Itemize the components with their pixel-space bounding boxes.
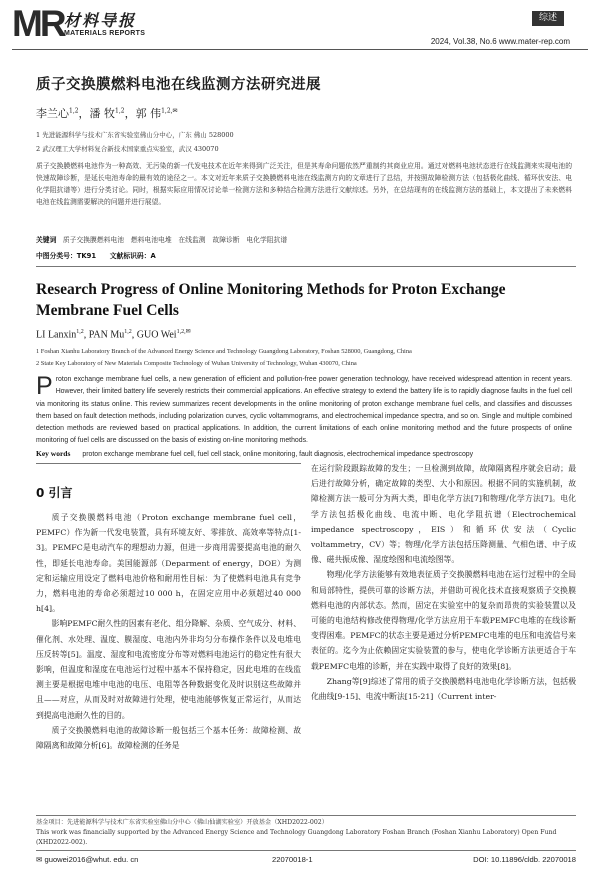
- affiliation-cn-1: 1 先进能源科学与技术广东省实验室佛山分中心，广东 佛山 528000: [36, 131, 234, 139]
- author-list-cn: 李兰心$^{1,2}$，潘 牧$^{1,2}$，郭 伟$^{1,2,✉}$: [36, 107, 178, 120]
- funding-note: [36, 818, 576, 848]
- author-name: GUO Wei: [136, 329, 177, 341]
- keywords-label-en: Key words: [36, 449, 71, 458]
- body-paragraph: 质子交换膜燃料电池（Proton exchange membrane fuel cell，PEMFC）作为新一代发电装置，具有环境友好、零排放、高效率等特点[1-3]。PEMFC是电动汽车的理想动力源，但进一步商用需要提高电池的耐久性，即延长电池寿命。美国能源部（Deparment of energy，DOE）为测定和运输应用设定了燃料电池价格和耐用性目标：为了使燃料电池具有竞争力，燃料电池的寿命必须超过10 000 h，在固定应用中必须超过40 000 h[4]。: [36, 513, 301, 614]
- abstract-en: [36, 374, 572, 448]
- journal-logo-mark: MR: [12, 3, 64, 44]
- doi[interactable]: DOI: 10.11896/cldb. 22070018: [473, 855, 576, 864]
- body-paragraph: 质子交换膜燃料电池的故障诊断一般包括三个基本任务：故障检测、故障隔离和故障分析[6]。故障检测的任务是: [36, 725, 301, 751]
- author-sup: 1,2: [76, 329, 84, 335]
- author-name: PAN Mu: [88, 329, 125, 341]
- body-paragraph: 影响PEMFC耐久性的因素有老化、组分降解、杂质、空气成分、材料、催化剂、水处理、温度、膜湿度、电池内外非均匀分布操作条件以及电堆电压反转等[5]。温度、湿度和电流密度分布等对燃料电池运行的稳定性有很大影响，但温度和湿度在电池运行过程中基本不保持稳定，因此电堆的在线监测主要是根据电堆中电池的电压、电阻等各种数据变化及时识别这些故障并且——对应，从而及时对故障进行处理，使电池能够恢复正常运行，从而达到提高电池耐久性的目的。: [36, 619, 301, 720]
- author-list-en: LI Lanxin$^{1,2}$, PAN Mu$^{1,2}$, GUO Wei$^{1,2,✉}$: [36, 329, 191, 341]
- corresponding-email: [36, 855, 138, 864]
- affiliation-en-2: 2 State Key Laboratory of New Materials Composite Technology of Wuhan University of Technology, Wuhan 430070, China: [36, 360, 357, 367]
- author-name: LI Lanxin: [36, 329, 77, 341]
- classification-code: 中图分类号：TK91 文献标识码：A: [36, 252, 156, 260]
- body-column-right: [311, 461, 576, 704]
- author-name: 潘 牧: [89, 107, 116, 120]
- section-heading-introduction: 0 引言: [36, 486, 73, 500]
- abstract-dropcap: P: [36, 372, 53, 400]
- author-name: 李兰心: [36, 107, 69, 120]
- footer-rule: [36, 850, 576, 851]
- journal-name-en: MATERIALS REPORTS: [64, 30, 146, 37]
- body-paragraph: 在运行阶段跟踪故障的发生；一旦检测到故障，故障隔离程序就会启动；最后进行故障分析，确定故障的类型、大小和原因。根据不同的实施机制，故障检测方法一般可分为两大类，即电化学方法[7]和物理/化学方法[7]。电化学方法包括极化曲线、电流中断、电化学阻抗谱（Electrochemical impedance spectroscopy，EIS）和循环伏安法（Cyclic voltammetry，CV）等；物理/化学方法包括压降测量、气相色谱、中子成像、磁共振成像、湿度绘图和电流绘图等。: [311, 464, 576, 565]
- keywords-text-en: proton exchange membrane fuel cell, fuel cell stack, online monitoring, fault diagnosis, electrochemical impedance spectroscopy: [82, 451, 474, 458]
- email-address[interactable]: guowei2016@whut. edu. cn: [44, 855, 139, 864]
- affiliation-en-1: 1 Foshan Xianhu Laboratory Branch of the Advanced Energy Science and Technology Guangdong Laboratory, Foshan 528000, Guangdong, China: [36, 348, 412, 355]
- author-sup: 1,2: [115, 107, 125, 115]
- body-paragraph: 物理/化学方法能够有效地表征质子交换膜燃料电池在运行过程中的全局和局部特性，提供可靠的诊断方法，并借助可视化技术直接观察质子交换膜燃料电池的内部状态。然而，固定在实验室中的复杂而昂贵的实验装置以及可能的电池结构修改使得物理/化学方法应用于车载PEMFC电堆的在线诊断变得困难。PEMFC的状态主要是通过分析PEMFC电堆的电压和电流信号来表征的。迄今为止依赖固定实验装置的参与，使电化学诊断方法更适合于车载PEMFC电堆的诊断，并在实践中取得了良好的效果[8]。: [311, 570, 576, 671]
- funding-en: This work was financially supported by the Advanced Energy Science and Technology Guangdong Laboratory Foshan Branch (Foshan Xianhu Laboratory) Open Fund (XHD2022-002).: [36, 829, 557, 846]
- funding-cn: 基金项目：先进能源科学与技术广东省实验室佛山分中心（佛山仙湖实验室）开放基金（XHD2022-002）: [36, 819, 328, 826]
- body-paragraph: Zhang等[9]综述了常用的质子交换膜燃料电池电化学诊断方法，包括极化曲线[9-15]、电流中断法[15-21]（Current inter-: [311, 676, 576, 702]
- article-number: 22070018-1: [272, 855, 313, 864]
- footnote-rule: [36, 815, 576, 816]
- section-divider: [36, 266, 576, 267]
- abstract-cn: 质子交换膜燃料电池作为一种高效、无污染的新一代发电技术在近年来得到广泛关注，但是其寿命问题依然严重制约其商业应用。通过对燃料电池状态进行在线监测来实现电池的快速故障诊断，是延长电池寿命的最有效的途径之一。本文对近年来质子交换膜燃料电池在线监测方向的文章进行了总结，并按照故障检测方法（包括极化曲线、循环伏安法、电化学阻抗谱等）进行分类讨论。同时，根据实际应用情况讨论单一检测方法和多种结合检测方法进行文献综述。另外，在总结现有的在线监测方法的基础上，本文提出了未来燃料电池在线监测需要解决的问题并进行展望。: [36, 162, 572, 207]
- paper-title-en: Research Progress of Online Monitoring Methods for Proton Exchange Membrane Fuel Cells: [36, 281, 506, 319]
- keywords-en: [36, 449, 473, 458]
- journal-name-cn: 材料导报: [64, 11, 137, 30]
- affiliation-cn-2: 2 武汉理工大学材料复合新技术国家重点实验室，武汉 430070: [36, 145, 219, 153]
- keywords-label-cn: 关键词: [36, 236, 57, 244]
- author-sup: 1,2: [69, 107, 79, 115]
- paper-title-cn: 质子交换膜燃料电池在线监测方法研究进展: [36, 77, 321, 93]
- author-name: 郭 伟: [135, 107, 162, 120]
- mail-icon: ✉: [36, 855, 43, 864]
- author-sup: 1,2,✉: [176, 329, 191, 335]
- section-divider: [36, 463, 301, 464]
- author-sup: 1,2: [124, 329, 132, 335]
- abstract-en-text: roton exchange membrane fuel cells, a new generation of efficient and pollution-free power generation technology, have received widespread attention in recent years. However, their limited battery life severely restricts their commercial applications. An effective strategy to extend the battery life is to rapidly diagnose faults in the fuel cell via monitoring its status online. This review summarizes recent developments in the online monitoring of proton exchange membrane fuel cells, and classifies and discusses them based on fault detection methods, including polarization curves, cyclic voltammograms, and electrochemical impedance spectra, and so on. Single and multiple combined detection methods are reviewed based on practical applications. In addition, the current limitations of each online monitoring method and the future prospects of online monitoring of fuel cells are discussed on the basis of existing on-line monitoring methods.: [36, 376, 572, 445]
- body-column-left: [36, 510, 301, 753]
- review-badge: 综述: [532, 11, 564, 26]
- keywords-text-cn: 质子交换膜燃料电池 燃料电池电堆 在线监测 故障诊断 电化学阻抗谱: [62, 236, 288, 244]
- header-rule: [12, 49, 588, 50]
- issue-info: 2024, Vol.38, No.6 www.mater-rep.com: [430, 37, 570, 46]
- author-sup: 1,2,✉: [161, 107, 178, 115]
- keywords-cn: [36, 234, 287, 244]
